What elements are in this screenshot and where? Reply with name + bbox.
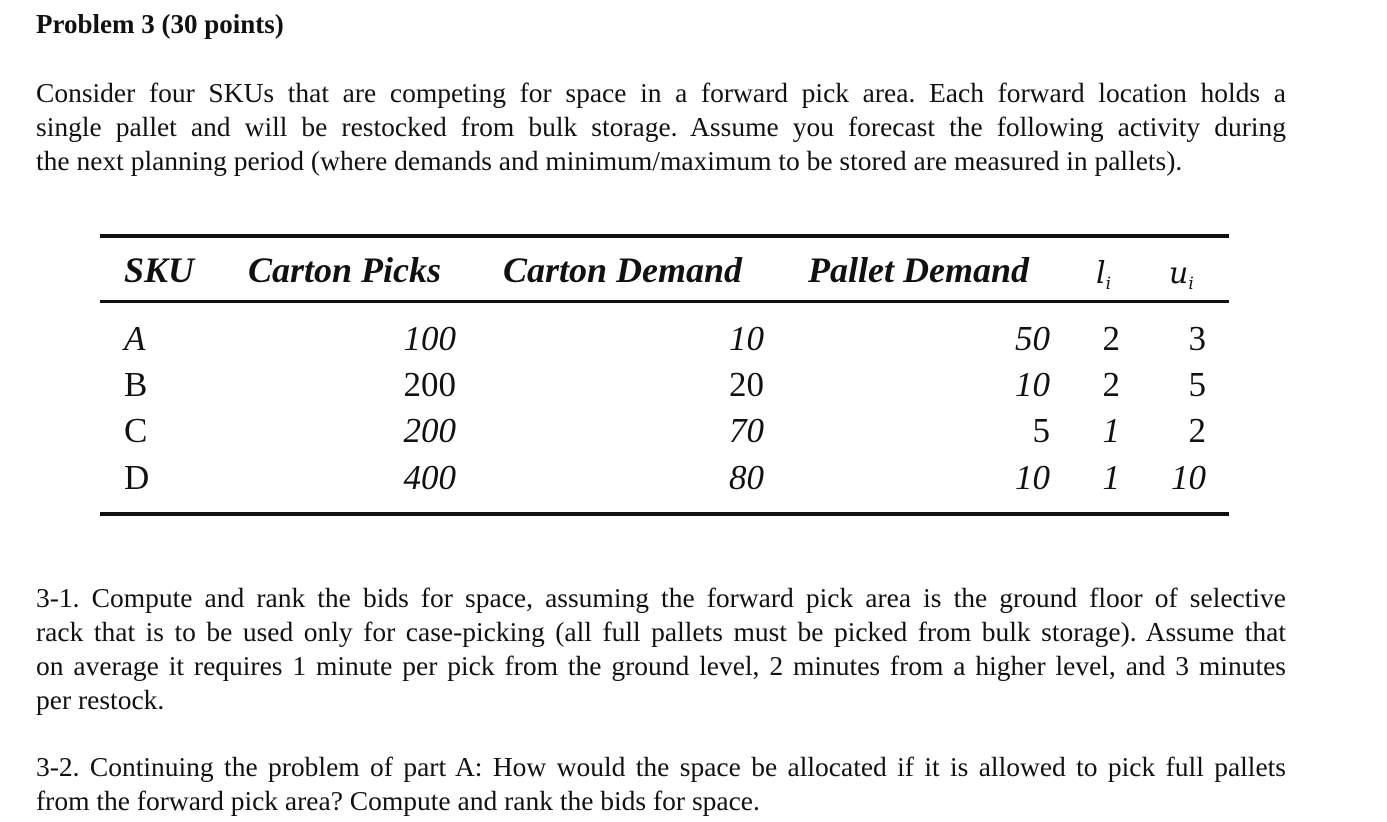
table-cell-carton-demand: 20 — [729, 365, 764, 404]
table-cell-carton-picks: 100 — [403, 319, 456, 358]
table-cell-sku: A — [124, 319, 146, 358]
table-cell-pallet-demand: 10 — [1015, 365, 1050, 404]
header-l-subscript: i — [1105, 274, 1112, 294]
intro-line: Consider four SKUs that are competing for space in a forward pick area. Each forward location holds a — [36, 77, 1286, 108]
question-3-2-line: from the forward pick area? Compute and rank the bids for space. — [36, 785, 760, 816]
table-cell-pallet-demand: 10 — [1015, 458, 1050, 497]
table-cell-carton-picks: 200 — [403, 365, 456, 404]
header-l-symbol: l — [1096, 256, 1106, 291]
intro-line: single pallet and will be restocked from bulk storage. Assume you forecast the following activity during — [36, 111, 1286, 142]
header-carton-picks: Carton Picks — [248, 250, 442, 290]
question-3-2-line: 3-2. Continuing the problem of part A: How would the space be allocated if it is allowed to pick full pallets — [36, 751, 1286, 782]
question-3-1 — [36, 581, 1286, 717]
header-pallet-demand: Pallet Demand — [808, 250, 1029, 290]
table-cell-l: 2 — [1102, 365, 1120, 404]
question-3-1-line: on average it requires 1 minute per pick from the ground level, 2 minutes from a higher level, and 3 minutes — [36, 650, 1286, 681]
table-cell-carton-picks: 200 — [403, 411, 456, 450]
table-bottom-rule — [100, 512, 1229, 516]
table-cell-carton-demand: 80 — [729, 458, 764, 497]
table-cell-carton-demand: 10 — [729, 319, 764, 358]
table-cell-u: 5 — [1188, 365, 1206, 404]
table-cell-u: 10 — [1171, 458, 1206, 497]
problem-title: Problem 3 (30 points) — [36, 9, 284, 39]
header-u-subscript: i — [1188, 274, 1194, 294]
header-u-i — [1169, 254, 1194, 304]
table-cell-u: 2 — [1188, 411, 1206, 450]
table-cell-l: 2 — [1102, 319, 1120, 358]
table-top-rule — [100, 234, 1229, 238]
table-cell-carton-picks: 400 — [403, 458, 456, 497]
table-cell-u: 3 — [1188, 319, 1206, 358]
table-cell-carton-demand: 70 — [729, 411, 764, 450]
header-carton-demand: Carton Demand — [503, 250, 743, 290]
table-cell-pallet-demand: 50 — [1015, 319, 1050, 358]
table-cell-l: 1 — [1102, 458, 1120, 497]
question-3-1-line: per restock. — [36, 684, 165, 715]
table-cell-sku: C — [124, 411, 148, 450]
question-3-2 — [36, 750, 1286, 818]
table-cell-pallet-demand: 5 — [1032, 411, 1050, 450]
table-cell-l: 1 — [1102, 411, 1120, 450]
table-header-rule — [100, 300, 1229, 303]
question-3-1-line: 3-1. Compute and rank the bids for space, assuming the forward pick area is the ground floor of selective — [36, 582, 1286, 613]
sku-table — [100, 234, 1229, 517]
header-u-symbol: u — [1169, 256, 1189, 291]
question-3-1-line: rack that is to be used only for case-picking (all full pallets must be picked from bulk storage). Assume that — [36, 616, 1286, 647]
intro-line: the next planning period (where demands and minimum/maximum to be stored are measured in pallets). — [36, 145, 1183, 176]
table-cell-sku: B — [124, 365, 148, 404]
header-sku: SKU — [124, 250, 195, 290]
intro-paragraph — [36, 76, 1286, 178]
header-l-i — [1096, 254, 1111, 304]
table-cell-sku: D — [124, 458, 150, 497]
